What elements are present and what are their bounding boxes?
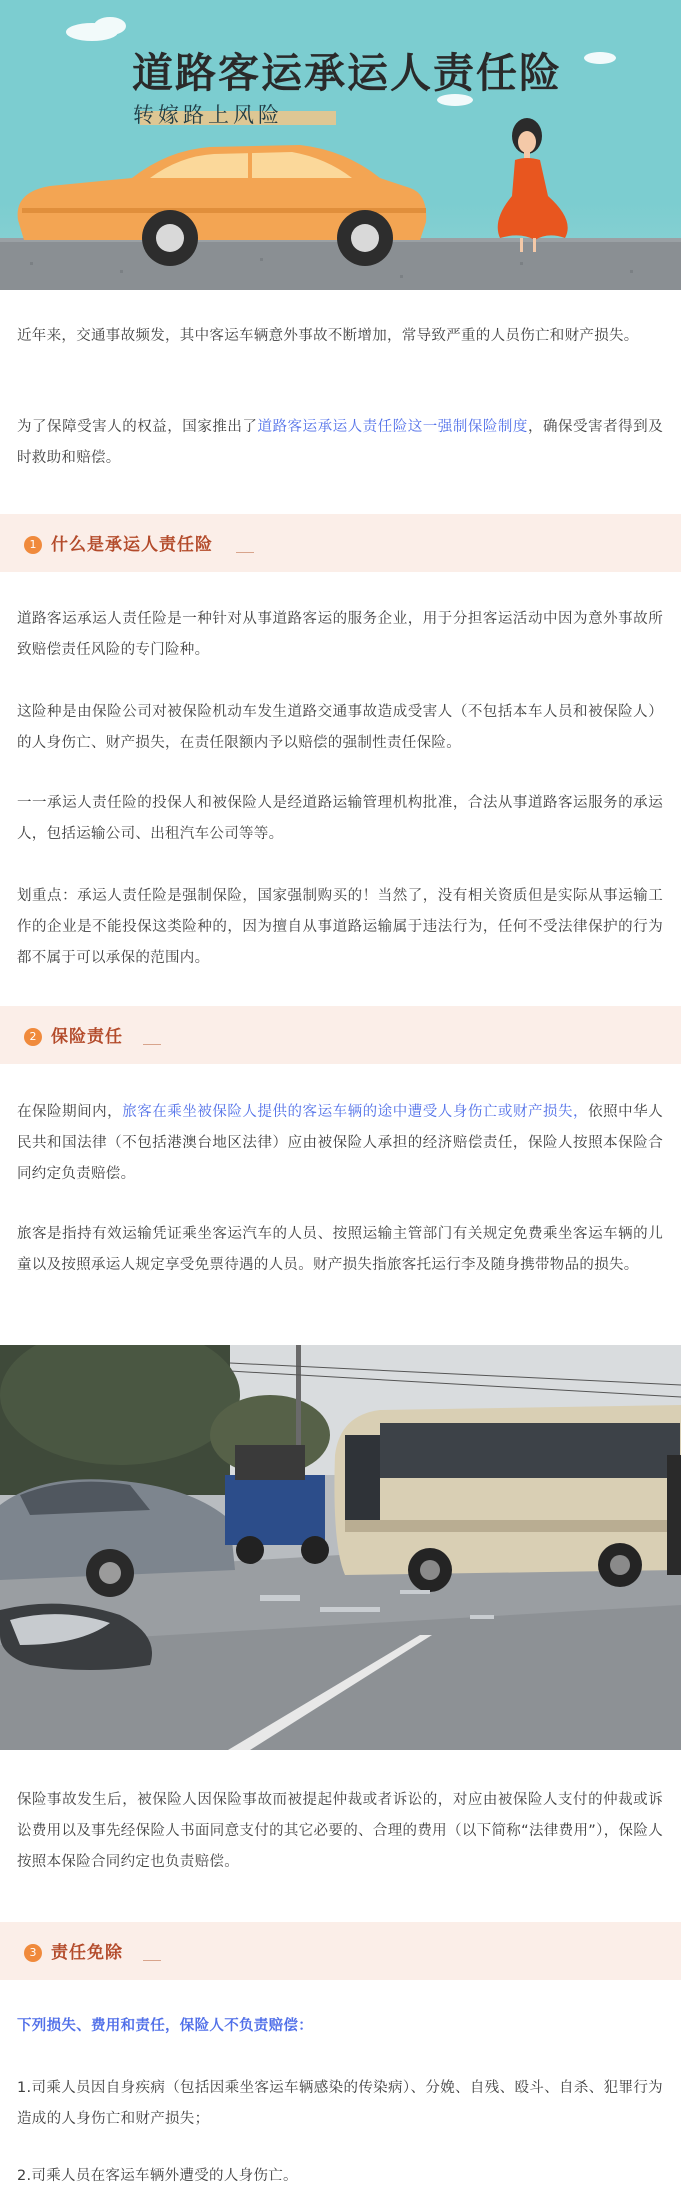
section1-paragraph-4: 划重点：承运人责任险是强制保险，国家强制购买的！当然了，没有相关资质但是实际从事运输工作的企业是不能投保这类险种的，因为擅自从事道路运输属于违法行为，任何不受法律保护的行为都不属于可以承保的范围内。 — [17, 888, 663, 966]
hero-banner — [0, 0, 681, 290]
accident-scene-photo — [0, 1345, 681, 1750]
exclusion-item-1: 1.司乘人员因自身疾病（包括因乘坐客运车辆感染的传染病）、分娩、自残、殴斗、自杀、犯罪行为造成的人身伤亡和财产损失； — [17, 2080, 663, 2127]
section1-paragraph-1: 道路客运承运人责任险是一种针对从事道路客运的服务企业，用于分担客运活动中因为意外事故所致赔偿责任风险的专门险种。 — [17, 611, 663, 658]
hero-title: 道路客运承运人责任险 — [132, 49, 562, 97]
intro-paragraph-2-text: 为了保障受害人的权益，国家推出了 — [17, 419, 258, 435]
section-header-3 — [0, 1922, 681, 1980]
section-number-badge: 2 — [24, 1028, 42, 1046]
section2-highlight: 旅客在乘坐被保险人提供的客运车辆的途中遭受人身伤亡或财产损失， — [122, 1104, 589, 1120]
section2-paragraph-2: 旅客是指持有效运输凭证乘坐客运汽车的人员、按照运输主管部门有关规定免费乘坐客运车辆的儿童以及按照承运人规定享受免票待遇的人员。财产损失指旅客托运行李及随身携带物品的损失。 — [17, 1226, 663, 1273]
section-title: 保险责任 — [51, 1027, 123, 1047]
section1-paragraph-3: 一一承运人责任险的投保人和被保险人是经道路运输管理机构批准，合法从事道路客运服务的承运人，包括运输公司、出租汽车公司等等。 — [17, 795, 663, 842]
section1-paragraph-2: 这险种是由保险公司对被保险机动车发生道路交通事故造成受害人（不包括本车人员和被保险人）的人身伤亡、财产损失，在责任限额内予以赔偿的强制性责任保险。 — [17, 704, 663, 751]
hero-subtitle: 转嫁路上风险 — [133, 103, 283, 127]
section2-paragraph-1-tail: 依照中华人民共和国法律（不包括港澳台地区法律）应由被保险人承担的经济赔偿责任，保险人按照本保险合同约定负责赔偿。 — [17, 1104, 664, 1182]
section-number-badge: 1 — [24, 536, 42, 554]
section-title-underline — [143, 1044, 161, 1045]
section2-paragraph-1-lead: 在保险期间内， — [17, 1104, 123, 1120]
section-title: 责任免除 — [51, 1943, 123, 1963]
exclusion-item-2: 2.司乘人员在客运车辆外遭受的人身伤亡。 — [17, 2168, 298, 2184]
section-title: 什么是承运人责任险 — [51, 535, 213, 555]
intro-paragraph-2 — [17, 412, 663, 474]
section2-paragraph-3: 保险事故发生后，被保险人因保险事故而被提起仲裁或者诉讼的，对应由被保险人支付的仲裁或诉讼费用以及事先经保险人书面同意支付的其它必要的、合理的费用（以下简称“法律费用”），保险人按照本保险合同约定也负责赔偿。 — [17, 1792, 663, 1870]
section-title-underline — [236, 552, 254, 553]
section-title-underline — [143, 1960, 161, 1961]
section2-paragraph-1 — [17, 1097, 663, 1190]
intro-highlight: 道路客运承运人责任险这一强制保险制度 — [257, 419, 528, 435]
section-header-2 — [0, 1006, 681, 1064]
intro-paragraph-1: 近年来，交通事故频发，其中客运车辆意外事故不断增加，常导致严重的人员伤亡和财产损失。 — [17, 328, 639, 344]
section-number-badge: 3 — [24, 1944, 42, 1962]
intro-paragraph-2-tail: ，确保受害者得到及时救助和赔偿。 — [17, 419, 663, 466]
section-header-1 — [0, 514, 681, 572]
accident-photo-illustration — [0, 1345, 681, 1750]
section3-lead: 下列损失、费用和责任，保险人不负责赔偿： — [17, 2018, 313, 2034]
